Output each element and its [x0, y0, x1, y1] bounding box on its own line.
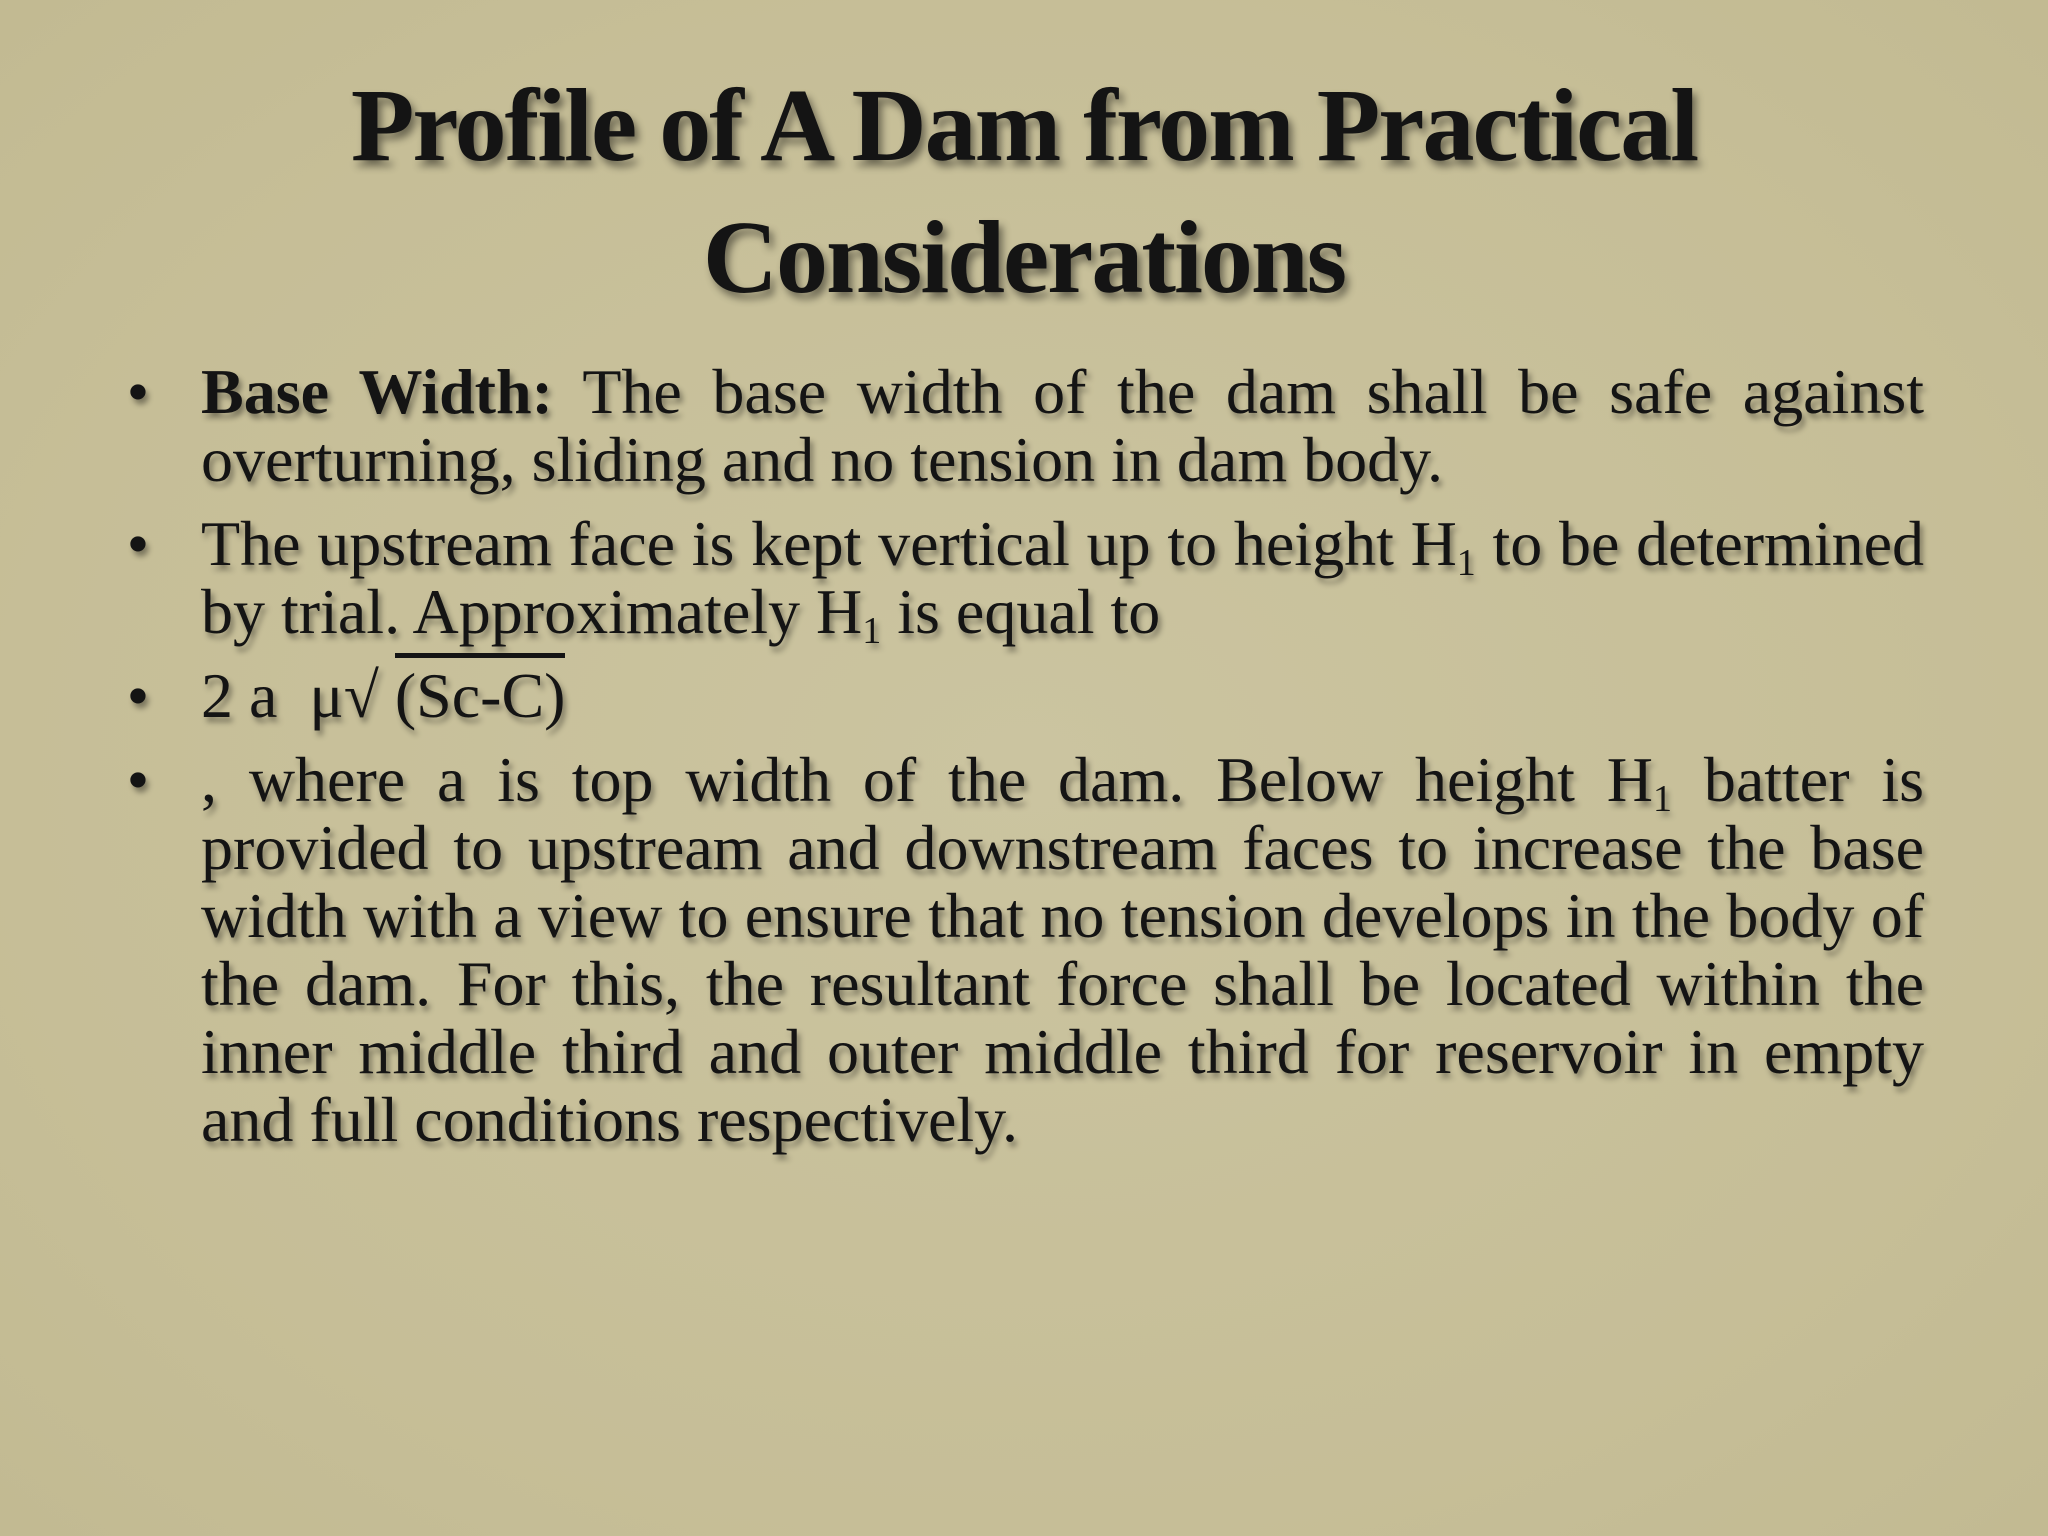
- upstream-text-c: is equal to: [881, 576, 1161, 647]
- batter-text-b: batter is provided to upstream and downstream faces to increase the base width with a view to ensure that no tension develops in the body of the dam. For this, the resultant force shall be located within the inner middle third and outer middle third for reservoir in empty and full conditions respectively.: [201, 744, 1925, 1155]
- batter-text-a: , where a is top width of the dam. Below height H: [201, 744, 1653, 815]
- bullet-dot: •: [126, 356, 150, 427]
- bullet-formula: [118, 662, 1924, 730]
- subscript-1: 1: [1456, 542, 1476, 584]
- subscript-1: 1: [862, 610, 882, 652]
- bullet-batter: [118, 746, 1924, 1154]
- bullet-base-width: [118, 358, 1924, 494]
- title-line-2: Considerations: [702, 200, 1346, 315]
- base-width-label: Base Width:: [201, 356, 553, 427]
- slide-title: [200, 60, 1848, 324]
- formula-prefix: 2 a μ√: [201, 660, 395, 731]
- bullet-dot: •: [126, 660, 150, 731]
- base-width-text: The base width of the dam shall be safe against overturning, sliding and no tension in dam body.: [201, 356, 1925, 495]
- upstream-text-b: to be determined by trial. Approximately H: [201, 508, 1925, 647]
- bullet-upstream-face: [118, 508, 1925, 652]
- title-line-1: Profile of A Dam from Practical: [350, 68, 1698, 183]
- bullet-dot: •: [126, 508, 150, 579]
- upstream-text-a: The upstream face is kept vertical up to height H: [201, 508, 1457, 579]
- formula-radicand: (Sc-C): [395, 653, 566, 731]
- bullet-list: [118, 358, 1924, 1170]
- bullet-dot: •: [126, 744, 150, 815]
- subscript-1: 1: [1653, 778, 1672, 820]
